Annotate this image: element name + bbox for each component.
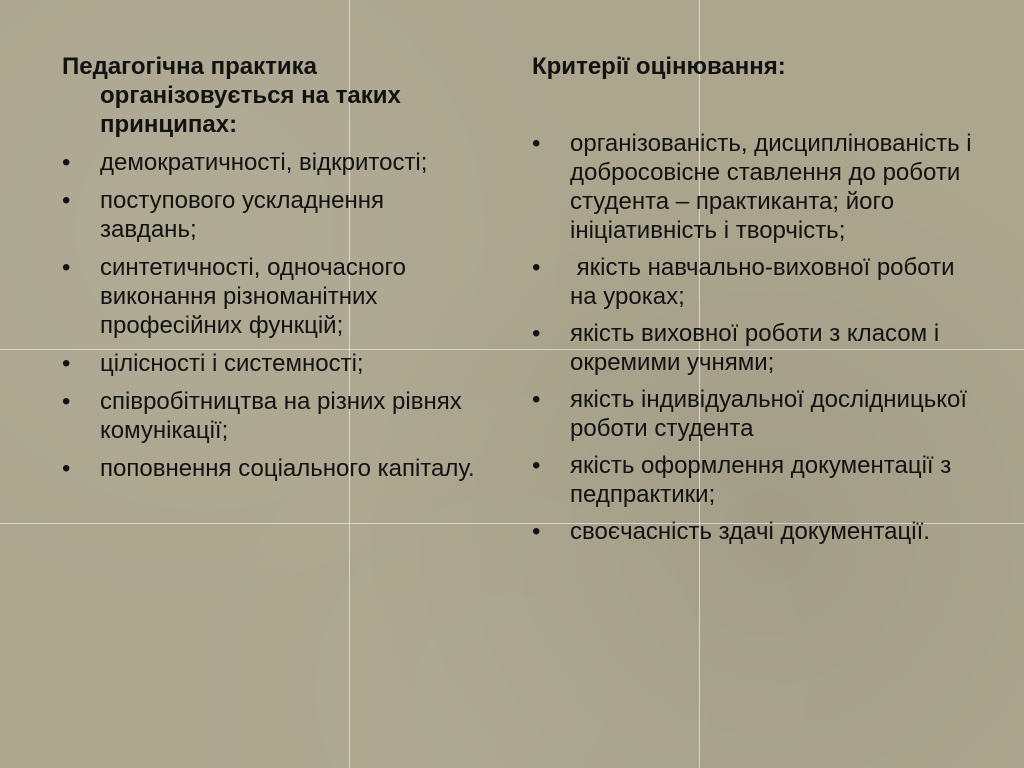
list-item: [532, 129, 972, 245]
bullet-icon: •: [532, 320, 541, 347]
list-item-text: організованість, дисциплінованість і добросовісне ставлення до роботи студента – практиканта; його ініціативність і творчість;: [570, 130, 972, 244]
bullet-icon: •: [62, 187, 71, 214]
bullet-icon: •: [62, 254, 71, 281]
principles-list: [62, 148, 482, 483]
criteria-column: [532, 52, 972, 546]
list-item: [532, 319, 972, 377]
bullet-icon: •: [532, 452, 541, 479]
list-item: [62, 454, 482, 483]
list-item-text: синтетичності, одночасного виконання різноманітних професійних функцій;: [100, 254, 407, 339]
list-item: [62, 349, 482, 378]
bullet-icon: •: [532, 130, 541, 157]
list-item-text: цілісності і системності;: [100, 350, 364, 377]
list-item: [532, 385, 972, 443]
bullet-icon: •: [532, 386, 541, 413]
list-item-text: якість оформлення документації з педпрактики;: [570, 452, 952, 508]
list-item-text: якість навчально-виховної роботи на уроках;: [570, 254, 962, 310]
list-item-text: якість індивідуальної дослідницької роботи студента: [570, 386, 967, 442]
bullet-icon: •: [62, 388, 71, 415]
list-item-text: співробітництва на різних рівнях комунікації;: [100, 388, 462, 444]
list-item: [62, 148, 482, 177]
bullet-icon: •: [532, 518, 541, 545]
list-item-text: якість виховної роботи з класом і окремими учнями;: [570, 320, 940, 376]
list-item: [532, 253, 972, 311]
bullet-icon: •: [62, 455, 71, 482]
criteria-list: [532, 129, 972, 546]
list-item-text: своєчасність здачі документації.: [570, 518, 930, 545]
list-item-text: демократичності, відкритості;: [100, 149, 428, 176]
list-item: [62, 253, 482, 340]
bullet-icon: •: [62, 149, 71, 176]
list-item: [532, 451, 972, 509]
bullet-icon: •: [532, 254, 541, 281]
list-item: [62, 186, 482, 244]
list-item: [532, 517, 972, 546]
principles-heading: Педагогічна практика організовується на таких принципах:: [62, 53, 401, 138]
bullet-icon: •: [62, 350, 71, 377]
criteria-heading: Критерії оцінювання:: [532, 53, 786, 80]
list-item-text: поступового ускладнення завдань;: [100, 187, 384, 243]
principles-column: [62, 52, 482, 483]
list-item: [62, 387, 482, 445]
list-item-text: поповнення соціального капіталу.: [100, 455, 475, 482]
